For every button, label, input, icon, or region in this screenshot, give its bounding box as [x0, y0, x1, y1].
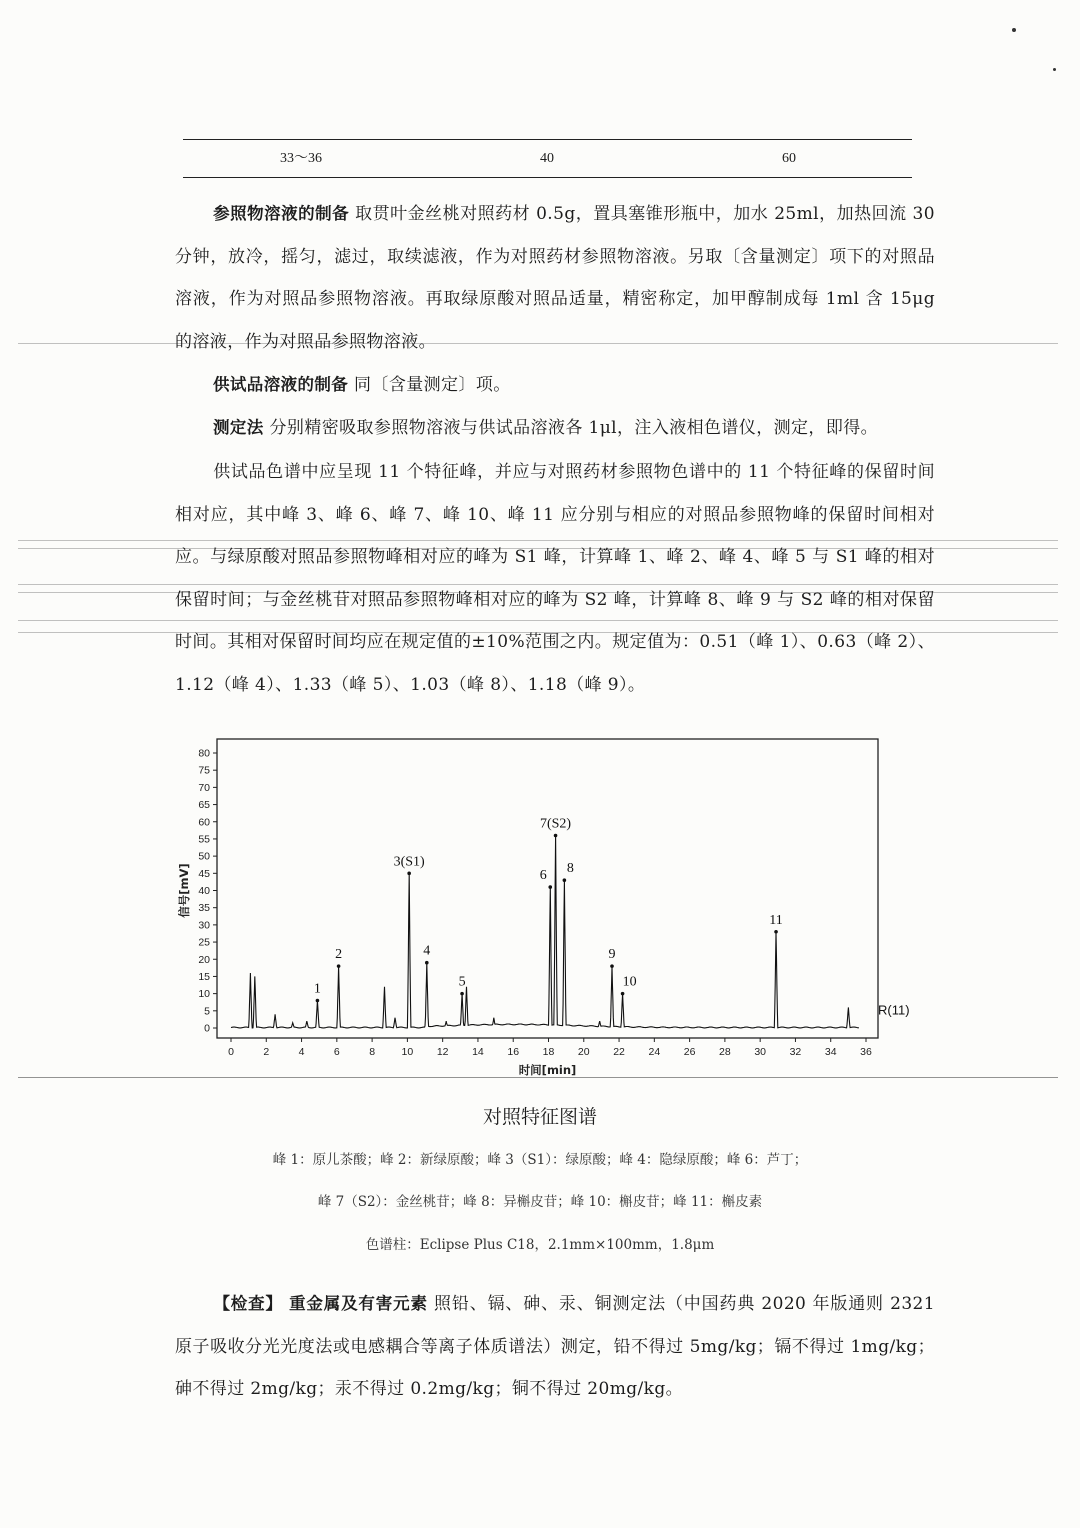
peak-marker [316, 999, 320, 1003]
peak-label: 7(S2) [539, 816, 572, 832]
peak-label: 5 [458, 974, 466, 990]
peak-label: 4 [423, 943, 431, 959]
y-tick-label: 10 [198, 988, 210, 1001]
y-tick-label: 35 [198, 902, 210, 915]
sample-prep-text: 同〔含量测定〕项。 [354, 375, 511, 395]
y-tick-label: 40 [198, 885, 210, 897]
reference-prep-heading: 参照物溶液的制备 [213, 204, 350, 223]
y-tick-label: 5 [204, 1005, 210, 1018]
peak-marker [621, 992, 625, 996]
x-tick-label: 20 [577, 1046, 590, 1058]
inspection-paragraph [175, 1283, 935, 1411]
peak-marker [554, 834, 558, 838]
peak-marker [460, 992, 464, 996]
table-top-rule [183, 139, 912, 140]
method-heading: 测定法 [213, 418, 264, 437]
peak-label: 2 [335, 947, 343, 963]
figure-column-line: 色谱柱：Eclipse Plus C18，2.1mm×100mm，1.8μm [365, 1237, 715, 1253]
figure-legend-line-2: 峰 7（S2）：金丝桃苷；峰 8：异槲皮苷；峰 10：槲皮苷；峰 11：槲皮素 [317, 1194, 763, 1210]
y-tick-label: 15 [198, 970, 210, 983]
chromatogram-trace [231, 836, 859, 1028]
y-tick-label: 70 [198, 781, 210, 794]
inspection-tag: 【检查】 [213, 1294, 283, 1313]
peak-label: 1 [313, 981, 321, 997]
x-axis-label: 时间[min] [518, 1063, 577, 1077]
y-tick-label: 65 [198, 799, 210, 812]
peak-marker [774, 930, 778, 934]
inspection-text: 照铅、镉、砷、汞、铜测定法（中国药典 2020 年版通则 2321 原子吸收分光光度法或电感耦合等离子体质谱法）测定，铅不得过 5mg/kg；镉不得过 1mg/kg；砷不得过 2mg/kg；汞不得过 0.2mg/kg；铜不得过 20mg/kg。 [175, 1294, 935, 1399]
method-text: 分别精密吸取参照物溶液与供试品溶液各 1μl，注入液相色谱仪，测定，即得。 [269, 418, 879, 438]
peak-label: 11 [769, 912, 783, 928]
y-tick-label: 55 [198, 833, 210, 846]
peak-label: 6 [539, 868, 547, 884]
x-tick-label: 0 [228, 1046, 234, 1058]
y-tick-label: 0 [204, 1022, 210, 1035]
y-tick-label: 80 [198, 747, 210, 760]
y-tick-label: 25 [198, 936, 210, 949]
y-tick-label: 75 [198, 764, 210, 777]
method-paragraph [175, 407, 935, 450]
reference-prep-text: 取贯叶金丝桃对照药材 0.5g，置具塞锥形瓶中，加水 25ml，加热回流 30 分钟，放冷，摇匀，滤过，取续滤液，作为对照药材参照物溶液。另取〔含量测定〕项下的对照品溶液，作为对照品参照物溶液。再取绿原酸对照品适量，精密称定，加甲醇制成每 1ml 含 15μg 的溶液，作为对照品参照物溶液。 [175, 204, 935, 352]
x-tick-label: 4 [298, 1046, 305, 1058]
peak-label: 9 [608, 947, 616, 963]
peak-label: 10 [622, 974, 637, 990]
figure-legend-line-1: 峰 1：原儿茶酸；峰 2：新绿原酸；峰 3（S1）：绿原酸；峰 4：隐绿原酸；峰 6：芦丁； [272, 1152, 808, 1168]
scan-speck [1012, 28, 1016, 32]
x-tick-label: 24 [648, 1046, 661, 1058]
y-axis-label: 信号[mV] [177, 863, 191, 918]
table-cell-time: 33～36 [280, 151, 322, 166]
x-tick-label: 8 [369, 1046, 376, 1058]
x-tick-label: 34 [824, 1046, 837, 1058]
y-tick-label: 45 [198, 867, 210, 880]
x-tick-label: 12 [436, 1046, 449, 1058]
y-tick-label: 20 [198, 953, 210, 966]
peak-marker [337, 964, 341, 968]
x-tick-label: 30 [754, 1046, 767, 1058]
y-tick-label: 30 [198, 919, 210, 932]
criteria-paragraph [175, 451, 935, 706]
x-tick-label: 32 [789, 1046, 802, 1058]
y-tick-label: 60 [198, 816, 210, 829]
figure-title: 对照特征图谱 [482, 1106, 597, 1128]
scan-speck [1053, 68, 1056, 71]
peak-marker [425, 961, 429, 965]
peak-marker [563, 878, 567, 882]
x-tick-label: 6 [333, 1046, 340, 1058]
chromatogram-chart [160, 730, 920, 1080]
x-tick-label: 14 [472, 1046, 484, 1058]
sample-prep-heading: 供试品溶液的制备 [213, 375, 349, 394]
table-cell-a: 40 [540, 151, 554, 166]
table-bottom-rule [183, 177, 912, 178]
inspection-heading: 重金属及有害元素 [289, 1294, 428, 1313]
sample-prep-paragraph [175, 364, 935, 407]
trace-label: R(11) [878, 1002, 910, 1018]
x-tick-label: 26 [683, 1046, 696, 1058]
x-tick-label: 22 [613, 1046, 625, 1058]
peak-label: 3(S1) [393, 854, 425, 870]
peak-label: 8 [566, 861, 574, 877]
peak-marker [407, 872, 411, 876]
reference-prep-paragraph [175, 193, 935, 363]
table-cell-b: 60 [782, 151, 796, 166]
x-tick-label: 28 [719, 1046, 731, 1058]
peak-marker [548, 885, 552, 889]
criteria-text: 供试品色谱中应呈现 11 个特征峰，并应与对照药材参照物色谱中的 11 个特征峰的保留时间相对应，其中峰 3、峰 6、峰 7、峰 10、峰 11 应分别与相应的对照品参照物峰的保留时间相对应。与绿原酸对照品参照物峰相对应的峰为 S1 峰，计算峰 1、峰 2、峰 4、峰 5 与 S1 峰的相对保留时间；与金丝桃苷对照品参照物峰相对应的峰为 S2 峰，计算峰 8、峰 9 与 S2 峰的相对保留时间。其相对保留时间均应在规定值的±10%范围之内。规定值为：0.51（峰 1）、0.63（峰 2）、1.12（峰 4）、1.33（峰 5）、1.03（峰 8）、1.18（峰 9）。 [175, 462, 935, 695]
x-tick-label: 36 [860, 1046, 872, 1058]
x-tick-label: 18 [542, 1046, 555, 1058]
x-tick-label: 10 [401, 1046, 414, 1058]
y-tick-label: 50 [198, 850, 210, 863]
x-tick-label: 16 [507, 1046, 520, 1058]
peak-marker [610, 964, 614, 968]
x-tick-label: 2 [263, 1046, 270, 1058]
